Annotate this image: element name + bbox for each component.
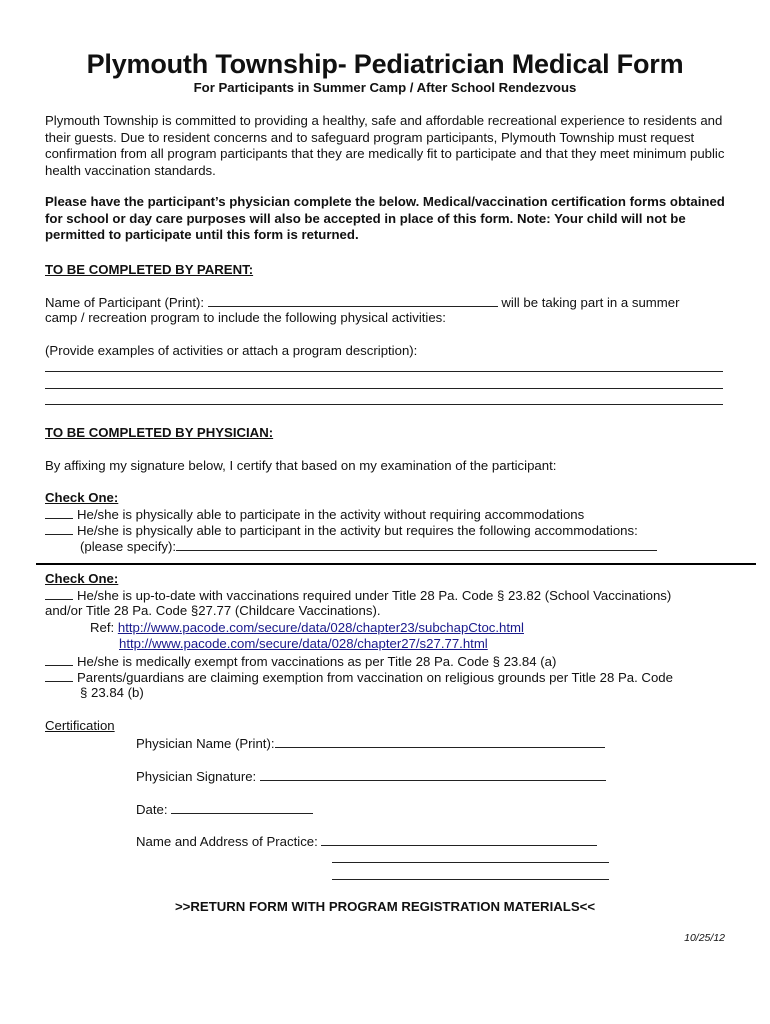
activities-prompt: (Provide examples of activities or attach a program description): [45,343,418,358]
physician-certify-text: By affixing my signature below, I certify that based on my examination of the participant: [45,458,557,473]
participant-program-text: camp / recreation program to include the following physical activities: [45,310,446,325]
participant-name-suffix: will be taking part in a summer [501,295,680,310]
parent-section-heading: TO BE COMPLETED BY PARENT: [45,262,254,277]
certification-heading: Certification [45,718,115,733]
vaccination-option-2-checkbox[interactable] [45,653,73,666]
fitness-option-2-checkbox[interactable] [45,522,73,535]
reference-row-2 [119,636,488,653]
vaccination-option-medical-exempt [45,653,556,671]
vaccination-option-3-checkbox[interactable] [45,669,73,682]
physician-signature-label: Physician Signature: [136,769,257,784]
notice-paragraph: Please have the participant’s physician complete the below. Medical/vaccination certification forms obtained for school or day care purposes will also be accepted in place of this form. Note: Your child will not be permitted to participate until this form is returned. [45,194,725,242]
fitness-option-accommodations [45,522,638,540]
form-subtitle: For Participants in Summer Camp / After School Rendezvous [193,80,577,95]
practice-field-line-3[interactable] [332,867,609,880]
date-label: Date: [136,802,168,817]
practice-row-2 [332,850,609,868]
accommodations-specify-row [80,538,657,556]
date-row [136,801,313,819]
section-divider [36,563,756,565]
reference-row-1 [90,620,524,637]
vaccination-option-up-to-date [45,587,671,605]
practice-row [136,833,597,851]
vaccination-option-1-checkbox[interactable] [45,587,73,600]
reference-link-chapter23[interactable]: http://www.pacode.com/secure/data/028/chapter23/subchapCtoc.html [117,620,524,635]
vaccination-option-2-label: He/she is medically exempt from vaccinations as per Title 28 Pa. Code § 23.84 (a) [77,654,557,669]
intro-paragraph: Plymouth Township is committed to providing a healthy, safe and affordable recreational experience to residents and their guests. Due to resident concerns and to safeguard program participants, Plymouth Township must request confirmation from all program participants that they are medically fit to participate and that they meet minimum public health vaccination standards. [45,113,725,178]
participant-name-row [45,294,680,312]
date-field[interactable] [171,801,313,814]
practice-field-line-2[interactable] [332,850,609,863]
vaccination-option-3-continued: § 23.84 (b) [80,685,144,700]
return-form-note: >>RETURN FORM WITH PROGRAM REGISTRATION MATERIALS<< [174,899,596,914]
physician-signature-field[interactable] [260,768,606,781]
vaccination-option-1-label: He/she is up-to-date with vaccinations required under Title 28 Pa. Code § 23.82 (School Vaccinations) [77,588,672,603]
check-one-vaccination-heading: Check One: [45,571,119,586]
physician-signature-row [136,768,606,786]
fitness-option-2-label: He/she is physically able to participant in the activity but requires the following accommodations: [77,523,638,538]
practice-field-line-1[interactable] [321,833,597,846]
vaccination-option-3-label: Parents/guardians are claiming exemption from vaccination on religious grounds per Title 28 Pa. Code [77,670,673,685]
participant-name-label: Name of Participant (Print): [45,295,205,310]
practice-label: Name and Address of Practice: [136,834,318,849]
vaccination-option-1-continued: and/or Title 28 Pa. Code §27.77 (Childcare Vaccinations). [45,603,381,618]
physician-section-heading: TO BE COMPLETED BY PHYSICIAN: [45,425,274,440]
reference-label: Ref: [90,620,115,635]
practice-row-3 [332,867,609,885]
fitness-option-1-label: He/she is physically able to participate in the activity without requiring accommodations [77,507,585,522]
participant-name-field[interactable] [208,294,498,307]
physician-name-row [136,735,605,753]
fitness-option-1-checkbox[interactable] [45,506,73,519]
activities-line-1[interactable] [45,371,723,372]
activities-line-3[interactable] [45,404,723,405]
reference-link-chapter27[interactable]: http://www.pacode.com/secure/data/028/chapter27/s27.77.html [119,636,488,651]
check-one-fitness-heading: Check One: [45,490,119,505]
fitness-option-no-accommodations [45,506,584,524]
accommodations-specify-field[interactable] [176,538,657,551]
vaccination-option-religious-exempt [45,669,673,687]
physician-name-field[interactable] [275,735,605,748]
form-version-date: 10/25/12 [684,932,725,944]
physician-name-label: Physician Name (Print): [136,736,275,751]
activities-line-2[interactable] [45,388,723,389]
form-title: Plymouth Township- Pediatrician Medical Form [86,49,684,79]
specify-label: (please specify): [80,539,177,554]
